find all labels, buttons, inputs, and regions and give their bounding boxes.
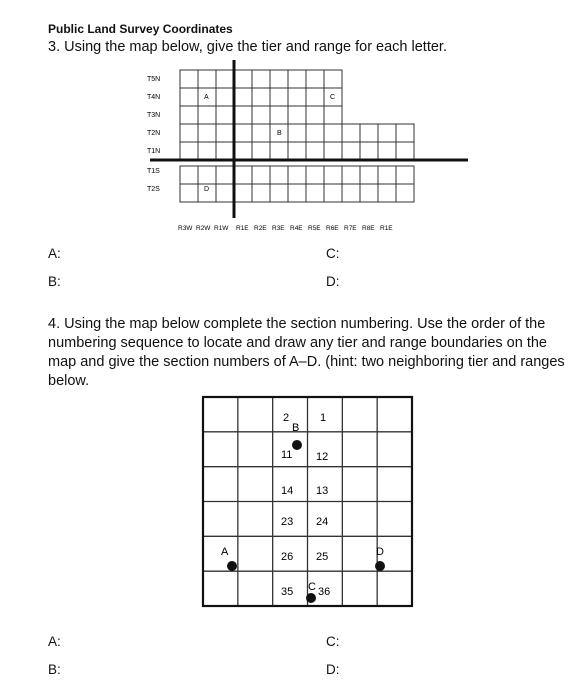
range-label: R2W — [196, 225, 211, 232]
grid-cell — [180, 88, 198, 106]
grid-cell — [360, 166, 378, 184]
grid-cell — [180, 124, 198, 142]
section-number: 25 — [316, 551, 329, 563]
section-number: 35 — [281, 586, 294, 598]
section-number: 2 — [283, 412, 290, 424]
grid-cell — [252, 106, 270, 124]
map2-grid — [203, 397, 412, 606]
section-number: 12 — [316, 451, 329, 463]
q4-answer-a: A: — [48, 634, 61, 649]
grid-cell — [198, 124, 216, 142]
range-label: R3E — [272, 225, 285, 232]
point-d-marker — [375, 561, 385, 571]
tier-label: T3N — [147, 112, 161, 119]
point-c-marker — [306, 593, 316, 603]
grid-cell — [198, 106, 216, 124]
map2-letter-b: B — [292, 422, 300, 434]
q3-answer-d: D: — [326, 274, 340, 289]
q3-answer-a: A: — [48, 246, 61, 261]
range-label: R4E — [290, 225, 303, 232]
q3-answer-b: B: — [48, 274, 61, 289]
grid-cell — [288, 184, 306, 202]
grid-cell — [396, 124, 414, 142]
grid-cell — [324, 70, 342, 88]
grid-cell — [288, 106, 306, 124]
tier-label: T1N — [147, 148, 161, 155]
section-number: 23 — [281, 516, 294, 528]
grid-cell — [288, 166, 306, 184]
tier-range-map — [0, 0, 585, 300]
grid-cell — [252, 88, 270, 106]
grid-cell — [234, 70, 252, 88]
grid-cell — [342, 166, 360, 184]
range-label: R3W — [178, 225, 193, 232]
grid-cell — [306, 124, 324, 142]
tier-label: T5N — [147, 76, 161, 83]
grid-cell — [252, 142, 270, 160]
range-label: R2E — [254, 225, 267, 232]
section-number: 36 — [318, 586, 331, 598]
section-heading: Public Land Survey Coordinates — [48, 22, 233, 36]
tier-label: T4N — [147, 94, 161, 101]
grid-cell — [216, 106, 234, 124]
grid-cell — [270, 70, 288, 88]
q4-answer-b: B: — [48, 662, 61, 677]
grid-cell — [378, 166, 396, 184]
point-b-marker — [292, 440, 302, 450]
section-number: 11 — [281, 449, 293, 461]
grid-cell — [360, 142, 378, 160]
grid-cell — [396, 142, 414, 160]
range-label: R1E — [380, 225, 393, 232]
grid-cell — [342, 142, 360, 160]
grid-cell — [234, 106, 252, 124]
section-number: 1 — [320, 412, 327, 424]
grid-cell — [252, 70, 270, 88]
grid-cell — [270, 88, 288, 106]
tier-label: T2N — [147, 130, 161, 137]
section-number: 14 — [281, 485, 294, 497]
section-number: 13 — [316, 485, 329, 497]
grid-cell — [396, 184, 414, 202]
grid-cell — [270, 106, 288, 124]
grid-cell — [198, 142, 216, 160]
grid-cell — [180, 70, 198, 88]
map2-letter-c: C — [308, 581, 316, 593]
grid-cell — [270, 184, 288, 202]
grid-cell — [234, 166, 252, 184]
grid-cell — [234, 142, 252, 160]
q3-answer-c: C: — [326, 246, 340, 261]
map1-letter-a: A — [204, 94, 209, 101]
grid-cell — [234, 124, 252, 142]
grid-cell — [306, 88, 324, 106]
section-number: 24 — [316, 516, 329, 528]
range-label: R7E — [344, 225, 357, 232]
grid-cell — [216, 70, 234, 88]
grid-cell — [306, 166, 324, 184]
grid-cell — [360, 184, 378, 202]
map1-grid — [180, 70, 414, 202]
grid-cell — [288, 124, 306, 142]
grid-cell — [306, 142, 324, 160]
grid-cell — [288, 88, 306, 106]
grid-cell — [306, 184, 324, 202]
grid-cell — [198, 166, 216, 184]
grid-cell — [252, 184, 270, 202]
q4-answer-c: C: — [326, 634, 340, 649]
tier-label: T1S — [147, 168, 160, 175]
grid-cell — [324, 142, 342, 160]
grid-cell — [234, 184, 252, 202]
map1-letter-b: B — [277, 130, 282, 137]
tier-label: T2S — [147, 186, 160, 193]
point-a-marker — [227, 561, 237, 571]
grid-cell — [180, 142, 198, 160]
range-label: R1E — [236, 225, 249, 232]
grid-cell — [270, 142, 288, 160]
grid-cell — [324, 184, 342, 202]
grid-cell — [324, 124, 342, 142]
grid-cell — [288, 70, 306, 88]
grid-cell — [306, 106, 324, 124]
map1-letter-c: C — [330, 94, 336, 101]
grid-cell — [288, 142, 306, 160]
range-label: R8E — [362, 225, 375, 232]
question-4-prompt: 4. Using the map below complete the section numbering. Use the order of the numbering sequence to locate and draw any tier and range boundaries on the map and give the section numbers of A–D. (hint: two neighboring tier and ranges below. — [48, 316, 565, 389]
question-3-prompt: 3. Using the map below, give the tier and range for each letter. — [48, 39, 447, 55]
grid-cell — [360, 124, 378, 142]
grid-cell — [216, 184, 234, 202]
grid-cell — [270, 166, 288, 184]
range-label: R6E — [326, 225, 339, 232]
grid-cell — [378, 184, 396, 202]
grid-cell — [324, 166, 342, 184]
range-label: R5E — [308, 225, 321, 232]
grid-cell — [396, 166, 414, 184]
map2-letter-a: A — [221, 546, 229, 558]
grid-cell — [378, 124, 396, 142]
grid-cell — [306, 70, 324, 88]
grid-cell — [342, 184, 360, 202]
grid-cell — [252, 166, 270, 184]
grid-cell — [198, 70, 216, 88]
grid-cell — [216, 142, 234, 160]
grid-cell — [180, 106, 198, 124]
grid-cell — [234, 88, 252, 106]
grid-cell — [180, 184, 198, 202]
range-label: R1W — [214, 225, 229, 232]
grid-cell — [216, 166, 234, 184]
map1-letter-d: D — [204, 186, 210, 193]
q4-answer-d: D: — [326, 662, 340, 677]
section-map — [0, 390, 585, 610]
grid-cell — [378, 142, 396, 160]
grid-cell — [342, 124, 360, 142]
grid-cell — [180, 166, 198, 184]
grid-cell — [216, 124, 234, 142]
grid-cell — [216, 88, 234, 106]
section-number: 26 — [281, 551, 294, 563]
map2-letter-d: D — [376, 546, 384, 558]
grid-cell — [252, 124, 270, 142]
grid-cell — [324, 106, 342, 124]
